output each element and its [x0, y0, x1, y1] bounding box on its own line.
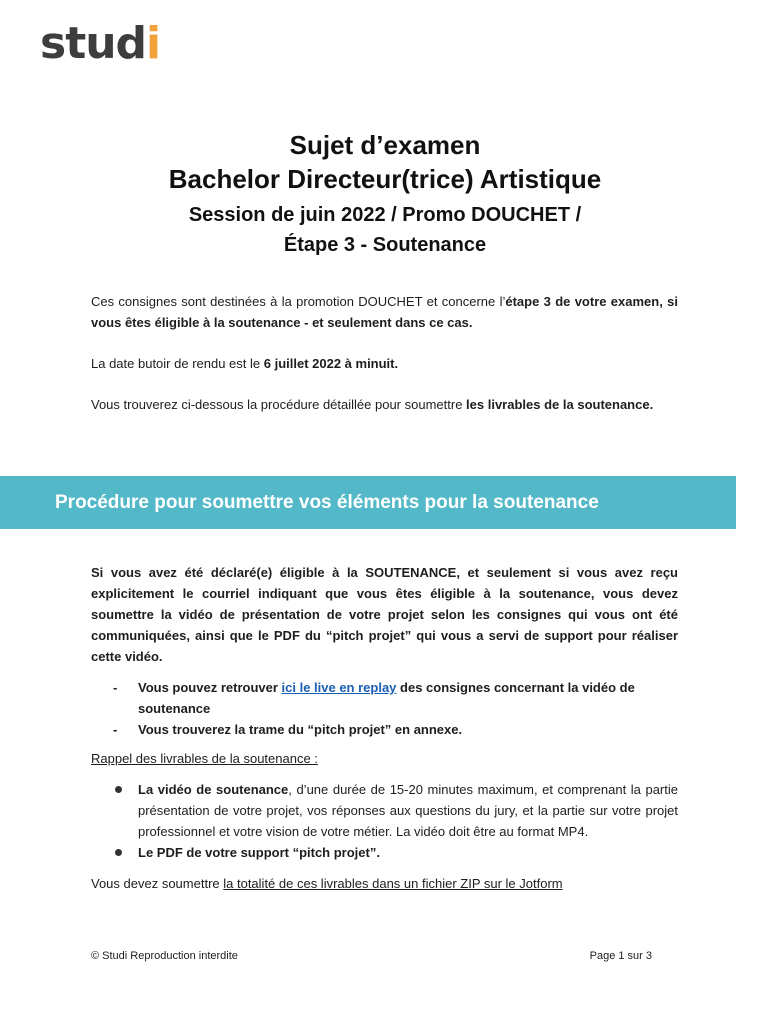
deliverables-list — [91, 779, 678, 863]
section-banner — [0, 476, 736, 529]
replay-link[interactable]: ici le live en replay — [281, 680, 397, 695]
intro-paragraph-1 — [91, 291, 678, 333]
title-line-2: Bachelor Directeur(trice) Artistique — [168, 164, 602, 194]
dash-text: Vous pouvez retrouver — [138, 680, 282, 695]
intro-text: Ces consignes sont destinées à la promotion DOUCHET et concerne l’ — [91, 294, 506, 309]
title-line-3: Session de juin 2022 / Promo DOUCHET / — [188, 204, 582, 226]
intro-bold: étape 3 de votre examen, si vous êtes éligible à la soutenance - et seulement dans ce cas. — [91, 294, 678, 330]
page-footer — [91, 950, 652, 962]
dash-item-replay — [91, 677, 678, 719]
footer-copyright: © Studi Reproduction interdite — [91, 950, 238, 962]
intro-paragraph-2 — [91, 353, 678, 374]
intro-paragraph-3 — [91, 394, 678, 415]
intro-block — [91, 291, 678, 435]
final-text: Vous devez soumettre — [91, 876, 224, 891]
logo-accent: i — [146, 18, 161, 69]
intro-bold: les livrables de la soutenance. — [466, 397, 654, 412]
dash-text: des consignes concernant la vidéo de soutenance — [138, 680, 635, 716]
deliverable-video-title: La vidéo de soutenance — [138, 782, 289, 797]
rappel-heading: Rappel des livrables de la soutenance : — [91, 751, 318, 766]
studi-logo — [40, 18, 160, 70]
intro-text: Vous trouverez ci-dessous la procédure détaillée pour soumettre — [91, 397, 467, 412]
final-underlined: la totalité de ces livrables dans un fichier ZIP sur le Jotform — [223, 876, 563, 891]
title-block — [0, 128, 770, 260]
title-line-4: Étape 3 - Soutenance — [283, 234, 487, 256]
dash-list — [91, 677, 678, 740]
intro-text: La date butoir de rendu est le — [91, 356, 264, 371]
deadline-date: 6 juillet 2022 à minuit. — [263, 356, 399, 371]
banner-title: Procédure pour soumettre vos éléments pour la soutenance — [55, 492, 599, 513]
footer-page-number: Page 1 sur 3 — [589, 950, 652, 962]
logo-text: stud — [40, 18, 147, 69]
procedure-section — [91, 562, 678, 894]
deliverable-video — [91, 779, 678, 842]
title-line-1: Sujet d’examen — [289, 130, 481, 160]
procedure-lead: Si vous avez été déclaré(e) éligible à la SOUTENANCE, et seulement si vous avez reçu explicitement le courriel indiquant que vous êtes éligible à la soutenance, vous devez soumettre la vidéo de présentation de votre projet selon les consignes qui vous ont été communiquées, ainsi que le PDF du “pitch projet” qui vous a servi de support pour réaliser cette vidéo. — [91, 565, 678, 664]
deliverable-video-desc: , d’une durée de 15-20 minutes maximum, et comprenant la partie présentation de votre projet, vos réponses aux questions du jury, et la partie sur votre projet professionnel et votre vision de votre métier. La vidéo doit être au format MP4. — [138, 782, 678, 839]
deliverable-pdf: Le PDF de votre support “pitch projet”. — [91, 842, 678, 863]
dash-item-pitch: - Vous trouverez la trame du “pitch projet” en annexe. — [91, 719, 678, 740]
final-instruction — [91, 873, 678, 894]
